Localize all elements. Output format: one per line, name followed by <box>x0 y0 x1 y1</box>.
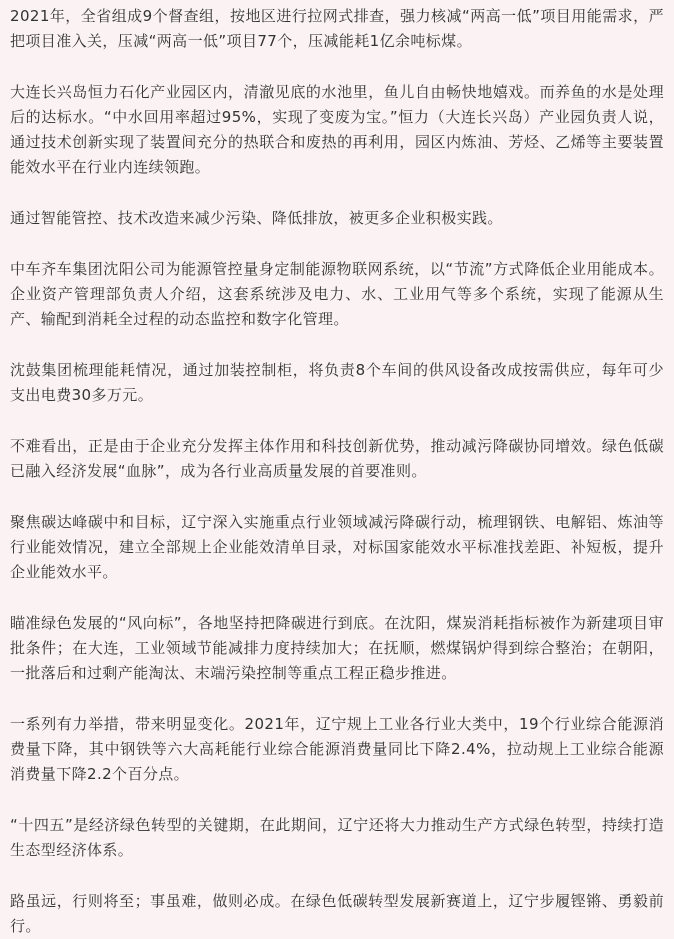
paragraph-6: 不难看出，正是由于企业充分发挥主体作用和科技创新优势，推动减污降碳协同增效。绿色低碳已融入经济发展“血脉”，成为各行业高质量发展的首要准则。 <box>10 437 664 480</box>
paragraph-3: 通过智能管控、技术改造来减少污染、降低排放，被更多企业积极实践。 <box>10 209 503 227</box>
paragraph-8: 瞄准绿色发展的“风向标”，各地坚持把降碳进行到底。在沈阳，煤炭消耗指标被作为新建项目审批条件；在大连，工业领域节能减排力度持续加大；在抚顺，燃煤锅炉得到综合整治；在朝阳，一批落后和过剩产能淘汰、末端污染控制等重点工程正稳步推进。 <box>10 614 664 682</box>
paragraph-7: 聚焦碳达峰碳中和目标，辽宁深入实施重点行业领域减污降碳行动，梳理钢铁、电解铝、炼油等行业能效情况，建立全部规上企业能效清单目录，对标国家能效水平标准找差距、补短板，提升企业能效水平。 <box>10 513 664 581</box>
paragraph-2: 大连长兴岛恒力石化产业园区内，清澈见底的水池里，鱼儿自由畅快地嬉戏。而养鱼的水是处理后的达标水。“中水回用率超过95%，实现了变废为宝。”恒力（大连长兴岛）产业园负责人说，通过技术创新实现了装置间充分的热联合和废热的再利用，园区内炼油、芳烃、乙烯等主要装置能效水平在行业内连续领跑。 <box>10 83 664 176</box>
paragraph-1: 2021年，全省组成9个督查组，按地区进行拉网式排查，强力核减“两高一低”项目用能需求，严把项目准入关，压减“两高一低”项目77个，压减能耗1亿余吨标煤。 <box>10 7 664 50</box>
paragraph-9: 一系列有力举措，带来明显变化。2021年，辽宁规上工业各行业大类中，19个行业综合能源消费量下降，其中钢铁等六大高耗能行业综合能源消费量同比下降2.4%，拉动规上工业综合能源消费量下降2.2个百分点。 <box>10 715 664 783</box>
paragraph-11: 路虽远，行则将至；事虽难，做则必成。在绿色低碳转型发展新赛道上，辽宁步履铿锵、勇毅前行。 <box>10 892 664 935</box>
paragraph-10: “十四五”是经济绿色转型的关键期，在此期间，辽宁还将大力推动生产方式绿色转型，持续打造生态型经济体系。 <box>10 816 664 859</box>
paragraph-5: 沈鼓集团梳理能耗情况，通过加装控制柜，将负责8个车间的供风设备改成按需供应，每年可少支出电费30多万元。 <box>10 361 664 404</box>
paragraph-4: 中车齐车集团沈阳公司为能源管控量身定制能源物联网系统，以“节流”方式降低企业用能成本。企业资产管理部负责人介绍，这套系统涉及电力、水、工业用气等多个系统，实现了能源从生产、输配到消耗全过程的动态监控和数字化管理。 <box>10 260 664 328</box>
